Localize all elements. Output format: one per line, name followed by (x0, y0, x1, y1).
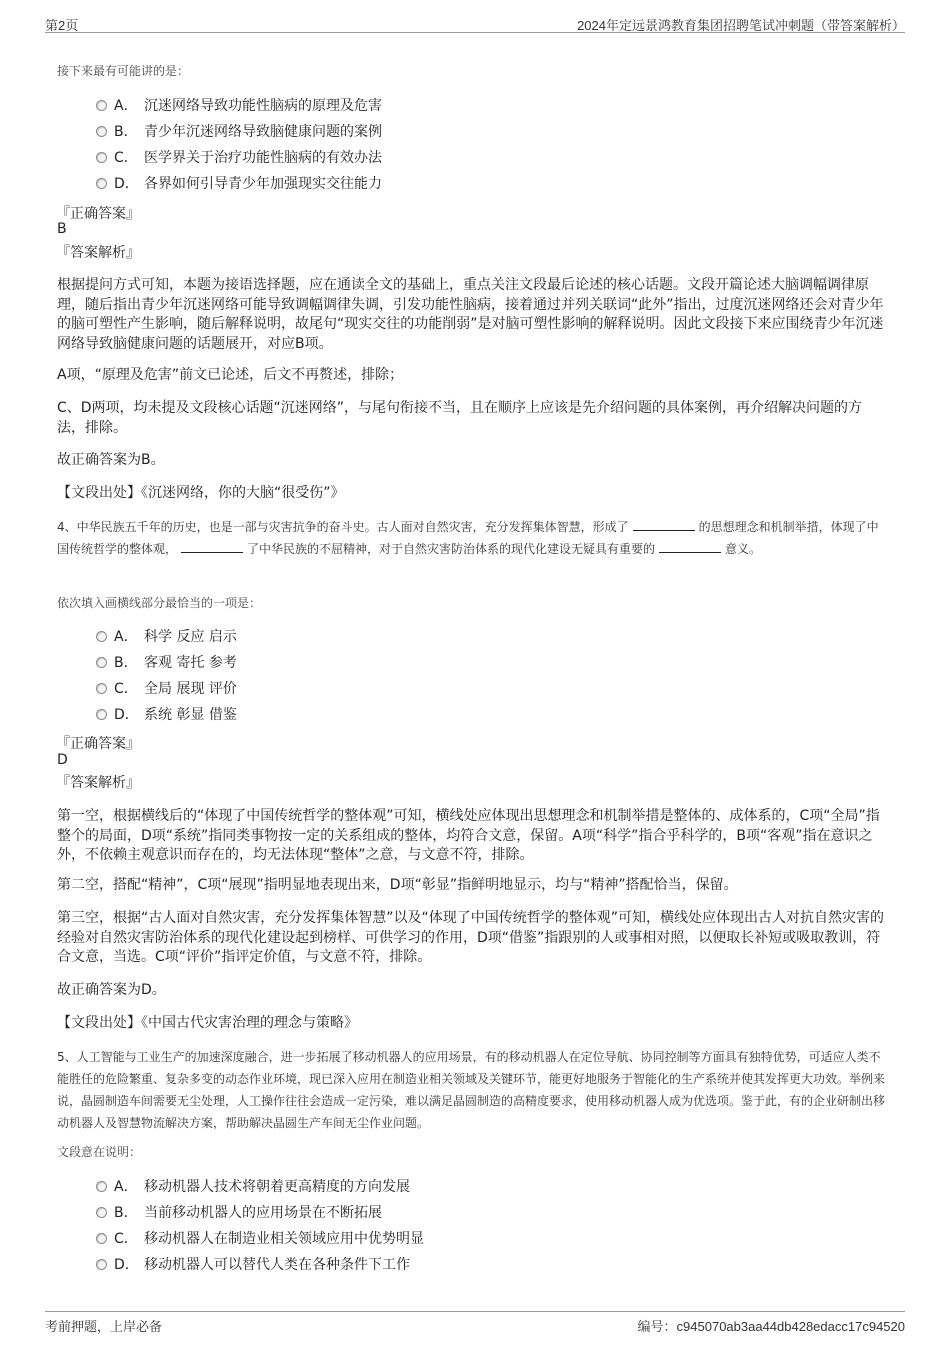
option-d[interactable]: D． 各界如何引导青少年加强现实交往能力 (96, 174, 382, 194)
source-citation: 【文段出处】《中国古代灾害治理的理念与策略》 (57, 1015, 358, 1031)
correct-answer-label: 『正确答案』 (56, 736, 140, 752)
option-b[interactable]: B． 当前移动机器人的应用场景在不断拓展 (96, 1203, 382, 1223)
question-stem: 5、人工智能与工业生产的加速深度融合，进一步拓展了移动机器人的应用场景，有的移动机器人在定位导航、协同控制等方面具有独特优势，可适应人类不能胜任的危险繁重、复杂多变的动态作业环境，现已深入应用在制造业相关领域及关键环节，能更好地服务于智能化的生产系统并使其发挥更大功效。举例来说，晶圆制造车间需要无尘处理，人工操作往往会造成一定污染，难以满足晶圆制造的高精度要求，使用移动机器人成为优选项。鉴于此，有的企业研制出移动机器人及智慧物流解决方案，帮助解决晶圆生产车间无尘作业问题。 (57, 1050, 886, 1130)
radio-button-icon[interactable] (96, 683, 107, 694)
radio-button-icon[interactable] (96, 100, 107, 111)
analysis-paragraph: 故正确答案为B。 (57, 452, 165, 468)
question-prompt: 依次填入画横线部分最恰当的一项是： (57, 596, 262, 610)
analysis-paragraph: A项，“原理及危害”前文已论述，后文不再赘述，排除； (57, 367, 404, 383)
radio-button-icon[interactable] (96, 178, 107, 189)
correct-answer: B (57, 221, 67, 237)
radio-button-icon[interactable] (96, 1207, 107, 1218)
option-b[interactable]: B． 青少年沉迷网络导致脑健康问题的案例 (96, 122, 382, 142)
analysis-paragraph: 第三空，根据“古人面对自然灾害，充分发挥集体智慧”以及“体现了中国传统哲学的整体观”可知，横线处应体现出古人对抗自然灾害的经验对自然灾害防治体系的现代化建设起到榜样、可供学习的作用，D项“借鉴”指跟别的人或事相对照，以便取长补短或吸取教训，符合文意，当选。C项“评价”指评定价值，与文意不符，排除。 (57, 910, 885, 965)
option-c[interactable]: C． 医学界关于治疗功能性脑病的有效办法 (96, 148, 382, 168)
option-d[interactable]: D． 移动机器人可以替代人类在各种条件下工作 (96, 1255, 410, 1275)
question-prompt: 接下来最有可能讲的是： (57, 64, 190, 78)
source-citation: 【文段出处】《沉迷网络，你的大脑“很受伤”》 (57, 485, 345, 501)
option-a[interactable]: A． 科学 反应 启示 (96, 627, 237, 647)
fill-blank (181, 540, 243, 553)
analysis-paragraph: C、D两项，均未提及文段核心话题“沉迷网络”，与尾句衔接不当，且在顺序上应该是先介绍问题的具体案例，再介绍解决问题的方法，排除。 (57, 400, 863, 436)
correct-answer-label: 『正确答案』 (56, 206, 140, 222)
radio-button-icon[interactable] (96, 657, 107, 668)
analysis-paragraph: 第二空，搭配“精神”，C项“展现”指明显地表现出来，D项“彰显”指鲜明地显示，均与“精神”搭配恰当，保留。 (57, 877, 738, 893)
radio-button-icon[interactable] (96, 126, 107, 137)
radio-button-icon[interactable] (96, 152, 107, 163)
option-a[interactable]: A． 沉迷网络导致功能性脑病的原理及危害 (96, 96, 382, 116)
correct-answer: D (57, 752, 68, 768)
radio-button-icon[interactable] (96, 1259, 107, 1270)
radio-button-icon[interactable] (96, 631, 107, 642)
analysis-paragraph: 第一空，根据横线后的“体现了中国传统哲学的整体观”可知，横线处应体现出思想理念和机制举措是整体的、成体系的，C项“全局”指整个的局面，D项“系统”指同类事物按一定的关系组成的整体，均符合文意，保留。A项“科学”指合乎科学的，B项“客观”指在意识之外，不依赖主观意识而存在的，均无法体现“整体”之意，与文意不符，排除。 (57, 808, 880, 863)
analysis-label: 『答案解析』 (56, 245, 140, 261)
radio-button-icon[interactable] (96, 1181, 107, 1192)
question-stem: 4、中华民族五千年的历史，也是一部与灾害抗争的奋斗史。古人面对自然灾害，充分发挥集体智慧，形成了 的思想理念和机制举措，体现了中国传统哲学的整体观， 了中华民族的不屈精神，对于自然灾害防治体系的现代化建设无疑具有重要的 意义。 (57, 520, 879, 556)
radio-button-icon[interactable] (96, 709, 107, 720)
option-c[interactable]: C． 全局 展现 评价 (96, 679, 237, 699)
serial-number: 编号：c945070ab3aa44db428edacc17c94520 (637, 1319, 905, 1334)
radio-button-icon[interactable] (96, 1233, 107, 1244)
fill-blank (633, 518, 695, 531)
fill-blank (659, 540, 721, 553)
analysis-paragraph: 根据提问方式可知，本题为接语选择题，应在通读全文的基础上，重点关注文段最后论述的核心话题。文段开篇论述大脑调幅调律原理，随后指出青少年沉迷网络可能导致调幅调律失调，引发功能性脑病，接着通过并列关联词“此外”指出，过度沉迷网络还会对青少年的脑可塑性产生影响，随后解释说明，故尾句“现实交往的功能削弱”是对脑可塑性影响的解释说明。因此文段接下来应围绕青少年沉迷网络导致脑健康问题的话题展开，对应B项。 (57, 277, 884, 352)
option-d[interactable]: D． 系统 彰显 借鉴 (96, 705, 237, 725)
footer-slogan: 考前押题，上岸必备 (45, 1319, 163, 1334)
option-a[interactable]: A． 移动机器人技术将朝着更高精度的方向发展 (96, 1177, 410, 1197)
option-c[interactable]: C． 移动机器人在制造业相关领域应用中优势明显 (96, 1229, 424, 1249)
option-b[interactable]: B． 客观 寄托 参考 (96, 653, 237, 673)
question-prompt: 文段意在说明： (57, 1145, 142, 1159)
page-footer (45, 1311, 905, 1332)
analysis-label: 『答案解析』 (56, 775, 140, 791)
document-title: 2024年定远景鸿教育集团招聘笔试冲刺题（带答案解析） (577, 18, 905, 33)
page-number: 第2页 (45, 18, 79, 33)
page-header (45, 12, 905, 33)
analysis-paragraph: 故正确答案为D。 (57, 982, 166, 998)
